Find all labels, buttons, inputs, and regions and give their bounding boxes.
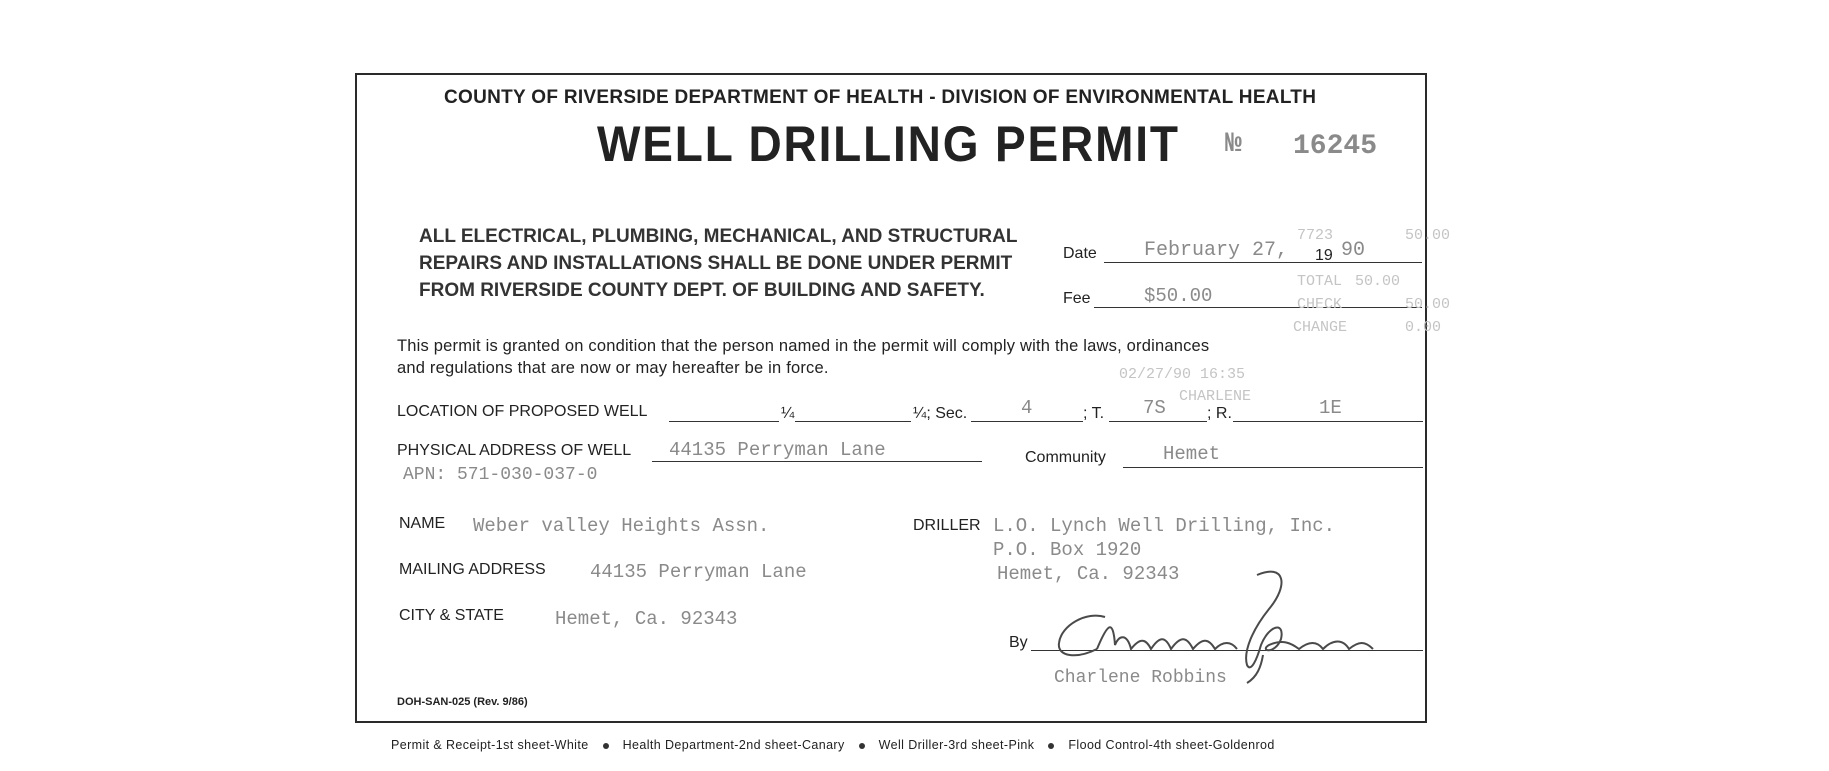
distribution-sheet-3: Well Driller-3rd sheet-Pink xyxy=(878,738,1035,752)
location-quarter-sec-label: ¼; Sec. xyxy=(913,405,968,422)
driller-line-3: Hemet, Ca. 92343 xyxy=(997,563,1180,585)
physical-address-underline xyxy=(652,461,982,462)
location-quarter-symbol: ¼ xyxy=(781,405,795,422)
date-year: 90 xyxy=(1341,239,1366,262)
permit-title: WELL DRILLING PERMIT xyxy=(597,116,1180,172)
fee-label: Fee xyxy=(1063,290,1091,307)
receipt-timestamp: 02/27/90 16:35 xyxy=(1119,366,1246,383)
mailing-address-value: 44135 Perryman Lane xyxy=(590,561,807,583)
driller-line-2: P.O. Box 1920 xyxy=(993,539,1142,561)
location-t-value: 7S xyxy=(1143,397,1166,419)
handwritten-signature xyxy=(1047,555,1397,685)
receipt-cashier: CHARLENE xyxy=(1179,388,1252,405)
mailing-address-label: MAILING ADDRESS xyxy=(399,561,546,578)
apn-value: APN: 571-030-037-0 xyxy=(403,465,598,485)
fee-underline xyxy=(1094,307,1422,308)
permit-form xyxy=(355,73,1451,723)
receipt-line1-left: 7723 xyxy=(1297,227,1334,244)
driller-label: DRILLER xyxy=(913,517,981,534)
driller-line-1: L.O. Lynch Well Drilling, Inc. xyxy=(993,515,1336,537)
location-sec-value: 4 xyxy=(1021,397,1033,419)
permit-number-prefix: № xyxy=(1225,129,1242,160)
notice-line-1: ALL ELECTRICAL, PLUMBING, MECHANICAL, AND STRUCTURAL xyxy=(419,226,1018,247)
condition-line-1: This permit is granted on condition that the person named in the permit will comply with the laws, ordinances xyxy=(397,337,1210,355)
bullet-icon xyxy=(1048,743,1054,749)
receipt-check-value: 50.00 xyxy=(1405,296,1451,313)
by-label: By xyxy=(1009,634,1028,651)
distribution-sheet-2: Health Department-2nd sheet-Canary xyxy=(622,738,845,752)
location-t-label: ; T. xyxy=(1083,405,1105,422)
receipt-total-label: TOTAL xyxy=(1297,273,1343,290)
physical-address-value: 44135 Perryman Lane xyxy=(669,439,886,461)
location-quarter-1-line xyxy=(669,421,779,422)
bullet-icon xyxy=(859,743,865,749)
form-id: DOH-SAN-025 (Rev. 9/86) xyxy=(397,696,528,708)
location-r-value: 1E xyxy=(1319,397,1342,419)
date-label: Date xyxy=(1063,245,1097,262)
agency-heading: COUNTY OF RIVERSIDE DEPARTMENT OF HEALTH - DIVISION OF ENVIRONMENTAL HEALTH xyxy=(444,87,1317,108)
date-year-prefix: 19 xyxy=(1315,247,1333,264)
location-sec-line xyxy=(971,421,1083,422)
condition-line-2: and regulations that are now or may hereafter be in force. xyxy=(397,359,829,377)
fee-value: $50.00 xyxy=(1144,285,1213,307)
permit-number: 16245 xyxy=(1293,131,1378,162)
community-underline xyxy=(1123,467,1423,468)
location-r-line xyxy=(1233,421,1423,422)
name-label: NAME xyxy=(399,515,446,532)
distribution-sheet-1: Permit & Receipt-1st sheet-White xyxy=(391,738,589,752)
community-value: Hemet xyxy=(1163,443,1221,465)
physical-address-label: PHYSICAL ADDRESS OF WELL xyxy=(397,442,632,459)
signer-printed-name: Charlene Robbins xyxy=(1054,668,1227,688)
city-state-label: CITY & STATE xyxy=(399,607,504,624)
receipt-check-label: CHECK xyxy=(1297,296,1343,313)
location-r-label: ; R. xyxy=(1207,405,1232,422)
receipt-change-value: 0.00 xyxy=(1405,319,1442,336)
date-underline xyxy=(1104,262,1422,263)
distribution-sheet-4: Flood Control-4th sheet-Goldenrod xyxy=(1068,738,1275,752)
bullet-icon xyxy=(603,743,609,749)
notice-line-3: FROM RIVERSIDE COUNTY DEPT. OF BUILDING AND SAFETY. xyxy=(419,280,985,301)
receipt-line1-right: 50.00 xyxy=(1405,227,1451,244)
location-label: LOCATION OF PROPOSED WELL xyxy=(397,403,648,420)
notice-line-2: REPAIRS AND INSTALLATIONS SHALL BE DONE UNDER PERMIT xyxy=(419,253,1013,274)
receipt-total-value: 50.00 xyxy=(1355,273,1401,290)
location-quarter-2-line xyxy=(795,421,911,422)
distribution-footer xyxy=(391,738,1275,752)
location-t-line xyxy=(1109,421,1207,422)
city-state-value: Hemet, Ca. 92343 xyxy=(555,608,738,630)
community-label: Community xyxy=(1025,449,1106,466)
receipt-change-label: CHANGE xyxy=(1293,319,1348,336)
name-value: Weber valley Heights Assn. xyxy=(473,515,770,537)
date-value: February 27, xyxy=(1144,239,1289,262)
